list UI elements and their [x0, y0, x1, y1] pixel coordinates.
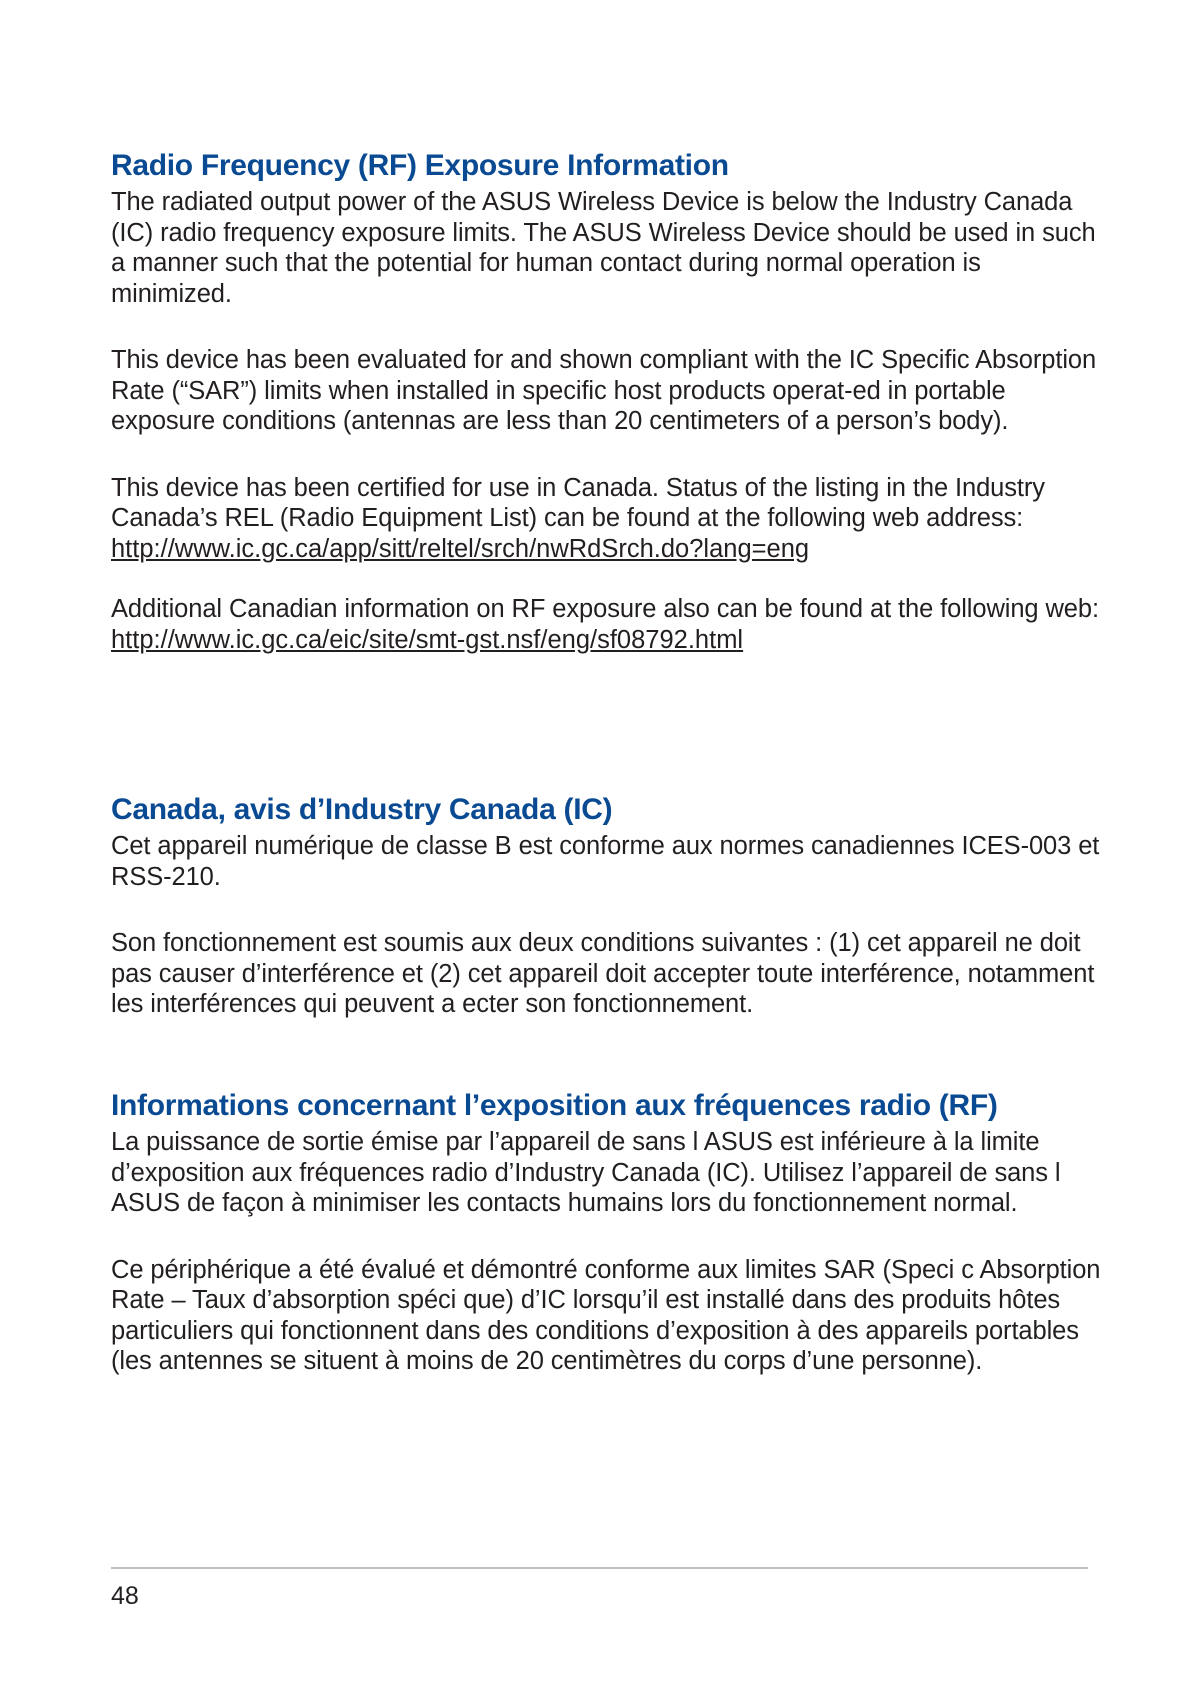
paragraph-sar-compliance: This device has been evaluated for and shown compliant with the IC Specific Absorption Rate (“SAR”) limits when installed in specific host products operat-ed in portable exposure conditions (antennas are less than 20 centimeters of a person’s body).	[111, 346, 1097, 435]
section-avis-industry-canada	[111, 792, 1101, 1020]
section-exposition-rf	[111, 1088, 1101, 1377]
page-number: 48	[111, 1582, 139, 1610]
section-heading-exposition-rf: Informations concernant l’exposition aux fréquences radio (RF)	[111, 1089, 998, 1122]
section-heading-avis-ic: Canada, avis d’Industry Canada (IC)	[111, 793, 613, 826]
paragraph-conditions: Son fonctionnement est soumis aux deux conditions suivantes : (1) cet appareil ne doit pas causer d’interférence et (2) cet appareil doit accepter toute interférence, notamment les interférences qui peuvent a ecter son fonctionnement.	[111, 929, 1095, 1018]
link-rf-exposure-info[interactable]: http://www.ic.gc.ca/eic/site/smt-gst.nsf/eng/sf08792.html	[111, 625, 744, 654]
paragraph-puissance-sortie: La puissance de sortie émise par l’appareil de sans l ASUS est inférieure à la limite d’exposition aux fréquences radio d’Industry Canada (IC). Utilisez l’appareil de sans l ASUS de façon à minimiser les contacts humains lors du fonctionnement normal.	[111, 1128, 1061, 1217]
paragraph-sar-conformite: Ce périphérique a été évalué et démontré conforme aux limites SAR (Speci c Absorption Rate – Taux d’absorption spéci que) d’IC lorsqu’il est installé dans des produits hôtes particuliers qui fonctionnent dans des conditions d’exposition à des appareils portables (les antennes se situent à moins de 20 centimètres du corps d’une personne).	[111, 1255, 1101, 1375]
link-rel-listing[interactable]: http://www.ic.gc.ca/app/sitt/reltel/srch/nwRdSrch.do?lang=eng	[111, 534, 810, 563]
paragraph-classe-b: Cet appareil numérique de classe B est conforme aux normes canadiennes ICES-003 et RSS-210.	[111, 832, 1100, 891]
footer-divider	[111, 1567, 1088, 1569]
section-rf-exposure	[111, 148, 1101, 655]
paragraph-output-power: The radiated output power of the ASUS Wireless Device is below the Industry Canada (IC) radio frequency exposure limits. The ASUS Wireless Device should be used in such a manner such that the potential for human contact during normal operation is minimized.	[111, 188, 1096, 308]
section-heading-rf-exposure: Radio Frequency (RF) Exposure Information	[111, 149, 729, 182]
paragraph-certified-canada: This device has been certified for use in Canada. Status of the listing in the Industry Canada’s REL (Radio Equipment List) can be found at the following web address:	[111, 473, 1045, 532]
paragraph-additional-info: Additional Canadian information on RF exposure also can be found at the following web:	[111, 595, 1099, 623]
